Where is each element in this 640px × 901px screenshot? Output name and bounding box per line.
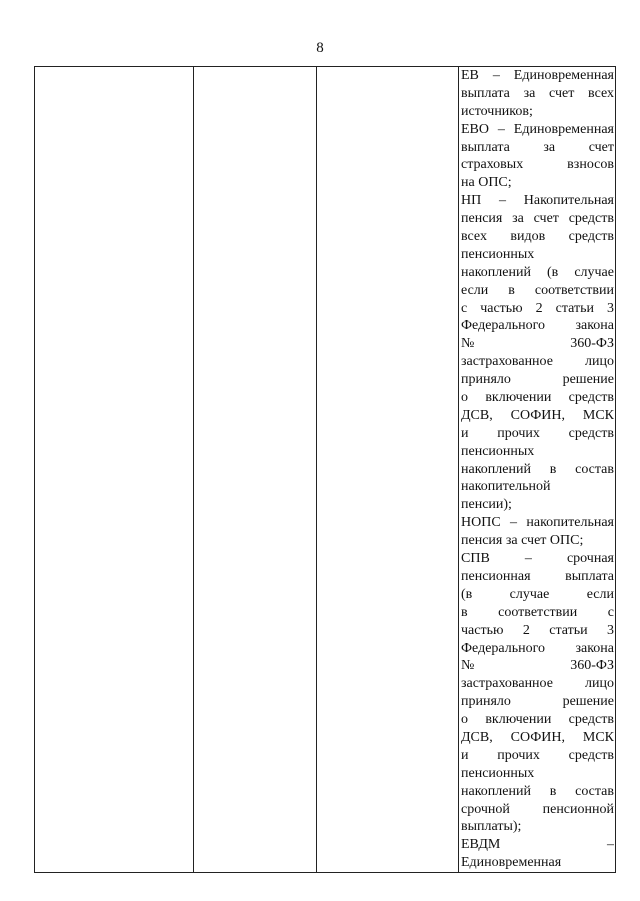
col4-line: накопительной (461, 479, 551, 495)
page-number: 8 (316, 40, 324, 56)
col4-line: пенсионных (461, 765, 535, 781)
col4-line: и прочих средств (461, 747, 614, 763)
col4-line: ЕВО – Единовременная (461, 121, 614, 137)
col4-line: № 360-ФЗ (461, 658, 614, 674)
col4-line: частью 2 статьи 3 (461, 622, 614, 638)
col4-line: накоплений в состав (461, 783, 614, 799)
col4-line: НП – Накопительная (461, 193, 614, 209)
col4-line: пенсионная выплата (461, 568, 614, 584)
col4-line: страховых взносов (461, 157, 614, 173)
col4-line: о включении средств (461, 390, 614, 406)
col4-line: срочной пенсионной (461, 801, 614, 817)
col4-line: накоплений (в случае (461, 264, 614, 280)
col4-line: с частью 2 статьи 3 (461, 300, 614, 316)
col4-line: о включении средств (461, 712, 614, 728)
table-cell-col4 (459, 67, 616, 873)
table-cell-col2 (194, 67, 317, 873)
col4-line: Единовременная (461, 855, 562, 871)
col4-line: застрахованное лицо (461, 676, 614, 692)
col4-line: пенсионных (461, 443, 535, 459)
col4-line: ДСВ, СОФИН, МСК (461, 407, 614, 423)
col4-line: выплаты); (461, 819, 522, 835)
table-cell-col1 (35, 67, 194, 873)
col4-line: если в соответствии (461, 282, 614, 298)
col4-line: и прочих средств (461, 425, 614, 441)
col4-line: накоплений в состав (461, 461, 614, 477)
col4-line: (в случае если (461, 586, 614, 602)
col4-line: приняло решение (461, 694, 614, 710)
col4-line: источников; (461, 103, 533, 119)
col4-line: выплата за счет всех (461, 85, 614, 101)
col4-line: в соответствии с (461, 604, 614, 620)
col4-line: № 360-ФЗ (461, 336, 614, 352)
document-table (34, 66, 616, 873)
col4-line: ЕВДМ – (461, 837, 614, 853)
col4-line: НОПС – накопительная (461, 515, 614, 531)
table-row (35, 67, 616, 873)
col4-line: Федерального закона (461, 640, 614, 656)
col4-line: пенсии); (461, 497, 512, 513)
col4-line: Федерального закона (461, 318, 614, 334)
col4-line: ДСВ, СОФИН, МСК (461, 729, 614, 745)
col4-line: пенсионных (461, 246, 535, 262)
col4-line: всех видов средств (461, 229, 614, 245)
col4-line: застрахованное лицо (461, 354, 614, 370)
col4-line: пенсия за счет ОПС; (461, 533, 584, 549)
col4-line: на ОПС; (461, 175, 512, 191)
cell-col4-text (459, 67, 615, 872)
col4-line: приняло решение (461, 372, 614, 388)
col4-line: СПВ – срочная (461, 551, 614, 567)
col4-line: ЕВ – Единовременная (461, 68, 614, 83)
col4-line: выплата за счет (461, 139, 614, 155)
col4-line: пенсия за счет средств (461, 211, 614, 227)
table-cell-col3 (317, 67, 459, 873)
